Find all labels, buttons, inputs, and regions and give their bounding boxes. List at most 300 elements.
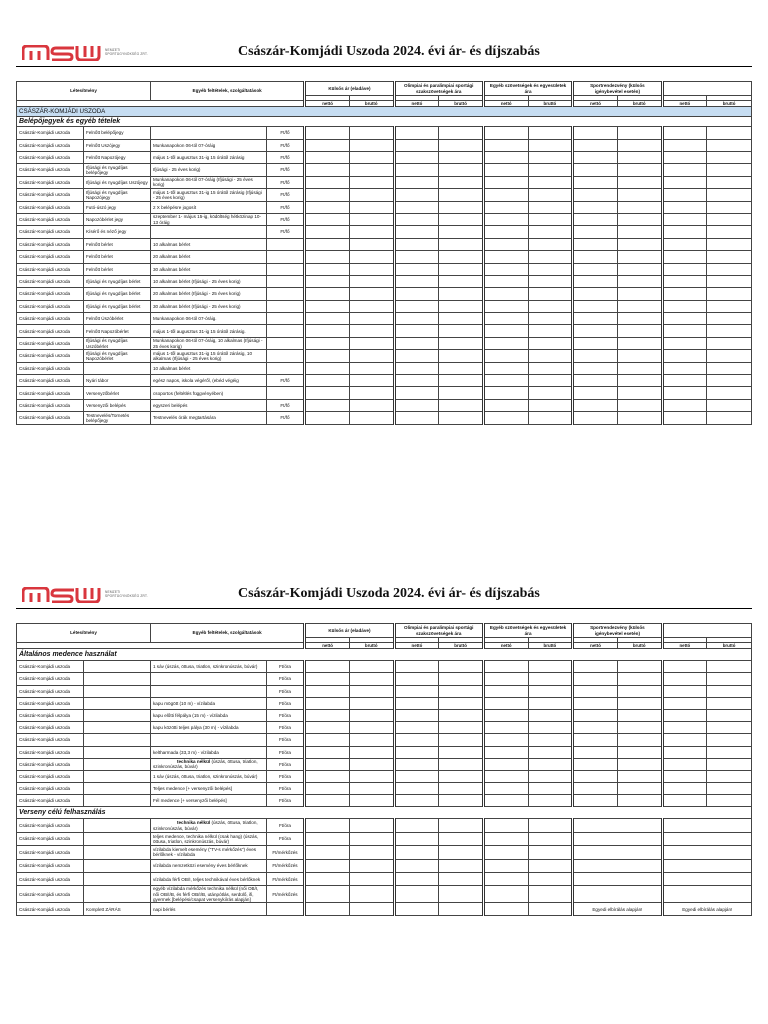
price-cell bbox=[349, 226, 394, 238]
cell-conditions: 2 X belépésre jogosít bbox=[150, 201, 266, 213]
price-cell bbox=[707, 758, 752, 770]
price-cell bbox=[707, 362, 752, 374]
cell-conditions: 30 alkalmas bérlet bbox=[150, 263, 266, 275]
conditions-text: (úszás, öttusa, triatlon, szinkronúszás, búvár) bbox=[152, 759, 258, 770]
price-cell bbox=[483, 903, 528, 916]
price-cell bbox=[528, 758, 573, 770]
cell-item bbox=[83, 886, 150, 903]
cell-unit bbox=[266, 903, 305, 916]
cell-item: Ifjúsági és nyugdíjas bérlet bbox=[83, 288, 150, 300]
price-cell bbox=[349, 832, 394, 845]
price-cell bbox=[707, 795, 752, 807]
col-conditions: Egyéb feltételek, szolgáltatások bbox=[150, 624, 304, 643]
price-cell bbox=[617, 734, 662, 746]
cell-conditions: napi bérlés bbox=[150, 903, 266, 916]
price-cell bbox=[662, 412, 707, 424]
price-cell bbox=[573, 886, 662, 903]
price-cell bbox=[528, 846, 573, 859]
cell-item: Napozóbérlet jegy bbox=[83, 213, 150, 225]
price-cell bbox=[707, 673, 752, 685]
price-cell bbox=[305, 238, 350, 250]
price-cell bbox=[305, 151, 350, 163]
table-row bbox=[17, 832, 752, 845]
cell-item: Nyári tábor bbox=[83, 375, 150, 387]
cell-item bbox=[83, 758, 150, 770]
cell-item: Ifjúsági és nyugdíjas Uszójegy bbox=[83, 176, 150, 188]
cell-facility: Császár-Komjádi uszoda bbox=[17, 795, 84, 807]
price-cell bbox=[439, 697, 484, 709]
table-row bbox=[17, 288, 752, 300]
price-cell bbox=[349, 819, 394, 832]
table-row bbox=[17, 846, 752, 859]
price-cell bbox=[483, 886, 528, 903]
price-cell bbox=[439, 362, 484, 374]
cell-item: Felnőtt Napozójegy bbox=[83, 151, 150, 163]
price-cell bbox=[439, 226, 484, 238]
price-cell bbox=[439, 213, 484, 225]
price-cell bbox=[394, 151, 439, 163]
cell-item: Felnőtt bérlet bbox=[83, 263, 150, 275]
price-cell bbox=[394, 873, 439, 886]
price-cell bbox=[662, 362, 707, 374]
cell-unit bbox=[266, 300, 305, 312]
cell-item: Ifjúsági és nyugdíjas Napozójegy bbox=[83, 189, 150, 201]
cell-facility: Császár-Komjádi uszoda bbox=[17, 127, 84, 139]
price-cell bbox=[305, 176, 350, 188]
price-cell bbox=[483, 350, 528, 362]
table-row bbox=[17, 350, 752, 362]
price-cell bbox=[528, 387, 573, 399]
price-cell bbox=[528, 251, 573, 263]
table-row bbox=[17, 275, 752, 287]
price-cell bbox=[528, 873, 573, 886]
cell-conditions: 10 alkalmas bérlet bbox=[150, 238, 266, 250]
table-row bbox=[17, 758, 752, 770]
price-cell bbox=[394, 859, 439, 872]
price-cell bbox=[662, 375, 707, 387]
msw-logo-icon bbox=[22, 45, 102, 61]
price-cell bbox=[617, 399, 662, 411]
price-cell bbox=[394, 412, 439, 424]
price-cell bbox=[305, 832, 350, 845]
col-group-other: Egyéb szövetségek és egyesületek ára bbox=[483, 624, 572, 638]
cell-conditions bbox=[150, 758, 266, 770]
price-cell bbox=[305, 226, 350, 238]
price-cell bbox=[349, 350, 394, 362]
price-cell bbox=[483, 201, 528, 213]
table-row bbox=[17, 251, 752, 263]
cell-conditions: egyéb vízilabda mérkőzés technika nélkül (női OB/I, női OB/I/B, és férfi OB/I/B, utánpótlás, serdülő, ifi, gyermek [belépési/csapat versenykiírás alapján] bbox=[150, 886, 266, 903]
price-cell bbox=[483, 313, 528, 325]
price-cell bbox=[617, 288, 662, 300]
cell-unit bbox=[266, 350, 305, 362]
cell-conditions: keltharmada (33,3 m) - vízilabda bbox=[150, 746, 266, 758]
price-cell bbox=[305, 783, 350, 795]
price-cell bbox=[349, 189, 394, 201]
price-cell bbox=[349, 375, 394, 387]
price-cell bbox=[483, 673, 528, 685]
table-row bbox=[17, 903, 752, 916]
price-cell bbox=[528, 770, 573, 782]
price-cell bbox=[439, 873, 484, 886]
price-cell bbox=[394, 201, 439, 213]
cell-conditions: 20 alkalmas bérlet (Ifjúsági - 25 éves korig) bbox=[150, 288, 266, 300]
cell-item: Ifjúsági és nyugdíjas bérlet bbox=[83, 300, 150, 312]
price-cell bbox=[394, 313, 439, 325]
price-cell bbox=[439, 746, 484, 758]
col-group-empty bbox=[662, 624, 751, 638]
price-cell bbox=[528, 238, 573, 250]
cell-item bbox=[83, 846, 150, 859]
sheet-header bbox=[16, 40, 752, 67]
price-cell bbox=[617, 189, 662, 201]
price-cell bbox=[707, 685, 752, 697]
price-cell bbox=[349, 139, 394, 151]
cell-unit bbox=[266, 251, 305, 263]
section-header: Verseny célú felhasználás bbox=[17, 807, 752, 819]
price-cell bbox=[349, 722, 394, 734]
price-cell bbox=[483, 362, 528, 374]
table-row bbox=[17, 313, 752, 325]
price-cell bbox=[573, 399, 618, 411]
table-row bbox=[17, 734, 752, 746]
price-cell bbox=[617, 201, 662, 213]
table-row bbox=[17, 300, 752, 312]
table-row bbox=[17, 164, 752, 176]
price-cell bbox=[528, 734, 573, 746]
price-cell bbox=[573, 337, 618, 349]
price-cell bbox=[349, 746, 394, 758]
price-cell bbox=[573, 697, 618, 709]
price-cell bbox=[305, 697, 350, 709]
cell-unit: Ft/óra bbox=[266, 746, 305, 758]
price-cell bbox=[617, 238, 662, 250]
price-cell bbox=[394, 783, 439, 795]
cell-facility: Császár-Komjádi uszoda bbox=[17, 263, 84, 275]
table-row bbox=[17, 795, 752, 807]
price-cell bbox=[662, 213, 707, 225]
price-cell bbox=[483, 387, 528, 399]
price-cell bbox=[662, 313, 707, 325]
price-cell bbox=[707, 722, 752, 734]
cell-unit bbox=[266, 288, 305, 300]
price-cell bbox=[662, 151, 707, 163]
price-cell bbox=[394, 288, 439, 300]
cell-facility: Császár-Komjádi uszoda bbox=[17, 746, 84, 758]
price-cell bbox=[439, 151, 484, 163]
price-cell bbox=[394, 685, 439, 697]
price-cell bbox=[662, 886, 751, 903]
price-cell bbox=[662, 399, 707, 411]
price-cell bbox=[573, 661, 618, 673]
price-cell bbox=[349, 770, 394, 782]
price-cell bbox=[439, 350, 484, 362]
price-cell bbox=[707, 313, 752, 325]
price-cell bbox=[483, 300, 528, 312]
price-cell bbox=[617, 795, 662, 807]
price-cell bbox=[483, 325, 528, 337]
cell-facility: Császár-Komjádi uszoda bbox=[17, 201, 84, 213]
price-cell bbox=[483, 770, 528, 782]
price-cell bbox=[662, 832, 751, 845]
cell-item bbox=[83, 362, 150, 374]
price-cell bbox=[439, 886, 484, 903]
cell-facility: Császár-Komjádi uszoda bbox=[17, 325, 84, 337]
price-cell bbox=[707, 770, 752, 782]
conditions-emphasis: technika nélkül bbox=[176, 759, 211, 765]
price-cell bbox=[305, 164, 350, 176]
cell-facility: Császár-Komjádi uszoda bbox=[17, 238, 84, 250]
price-cell bbox=[439, 375, 484, 387]
col-group-empty bbox=[662, 82, 751, 96]
msw-logo bbox=[22, 587, 148, 603]
price-cell bbox=[483, 795, 528, 807]
price-cell bbox=[483, 412, 528, 424]
cell-conditions: csoportos (feltétlés függvényében) bbox=[150, 387, 266, 399]
logo-subtitle: NEMZETI SPORTÜGYNÖKSÉG ZRT. bbox=[105, 48, 148, 56]
price-cell bbox=[573, 176, 618, 188]
price-cell bbox=[662, 673, 707, 685]
price-cell bbox=[617, 770, 662, 782]
price-cell bbox=[439, 734, 484, 746]
price-cell bbox=[394, 139, 439, 151]
price-cell bbox=[439, 903, 484, 916]
price-cell bbox=[394, 251, 439, 263]
table-2b-rows bbox=[17, 819, 752, 916]
col-group-olympic: Olimpiai és paralimpiai sportági szakszövetségek ára bbox=[394, 82, 483, 96]
price-cell bbox=[528, 709, 573, 721]
price-cell bbox=[617, 176, 662, 188]
price-cell bbox=[573, 213, 618, 225]
cell-item: Futó-úszó jegy bbox=[83, 201, 150, 213]
price-cell bbox=[305, 189, 350, 201]
price-cell bbox=[439, 337, 484, 349]
cell-conditions: Munkanapokon 06-tól 07-óráig, 10 alkalmas (Ifjúsági - 25 éves korig) bbox=[150, 337, 266, 349]
price-cell bbox=[305, 387, 350, 399]
cell-facility: Császár-Komjádi uszoda bbox=[17, 734, 84, 746]
table-row bbox=[17, 819, 752, 832]
price-cell bbox=[573, 313, 618, 325]
price-cell bbox=[573, 325, 618, 337]
price-cell bbox=[707, 375, 752, 387]
price-cell bbox=[305, 734, 350, 746]
price-cell bbox=[662, 746, 707, 758]
price-cell bbox=[394, 819, 439, 832]
price-cell: Egyedi elbírálás alapján! bbox=[573, 903, 662, 916]
table-row bbox=[17, 709, 752, 721]
subheader-row: nettó bruttó nettó bruttó nettó bruttó nettó bruttó nettó bruttó bbox=[17, 101, 752, 107]
cell-unit bbox=[266, 387, 305, 399]
table-row bbox=[17, 873, 752, 886]
cell-facility: Császár-Komjádi uszoda bbox=[17, 375, 84, 387]
price-cell bbox=[439, 189, 484, 201]
price-cell bbox=[439, 673, 484, 685]
price-cell bbox=[662, 300, 707, 312]
price-cell bbox=[528, 275, 573, 287]
cell-facility: Császár-Komjádi uszoda bbox=[17, 337, 84, 349]
price-cell bbox=[349, 238, 394, 250]
price-cell bbox=[573, 387, 618, 399]
price-cell bbox=[439, 313, 484, 325]
cell-item bbox=[83, 661, 150, 673]
price-cell bbox=[573, 238, 618, 250]
cell-conditions: 20 alkalmas bérlet bbox=[150, 251, 266, 263]
price-cell bbox=[305, 375, 350, 387]
cell-conditions: teljes medence, technika nélkül (csak hang) (úszás, öttusa, triatlon, szinkronúszás, búvár) bbox=[150, 832, 266, 845]
cell-unit: Ft/mérkőzés bbox=[266, 859, 305, 872]
cell-item bbox=[83, 685, 150, 697]
price-cell bbox=[573, 673, 618, 685]
price-cell bbox=[349, 758, 394, 770]
price-cell bbox=[305, 412, 350, 424]
price-cell bbox=[662, 697, 707, 709]
price-cell bbox=[528, 819, 573, 832]
price-cell bbox=[439, 387, 484, 399]
cell-item: Kísérő és néző jegy bbox=[83, 226, 150, 238]
price-cell bbox=[707, 288, 752, 300]
price-cell bbox=[707, 251, 752, 263]
price-cell bbox=[394, 350, 439, 362]
price-cell bbox=[662, 859, 751, 872]
price-cell bbox=[349, 846, 394, 859]
price-cell bbox=[528, 263, 573, 275]
price-cell bbox=[707, 734, 752, 746]
cell-conditions: egyszeri belépés bbox=[150, 399, 266, 411]
cell-unit: Ft/óra bbox=[266, 722, 305, 734]
price-cell bbox=[305, 661, 350, 673]
cell-item bbox=[83, 832, 150, 845]
cell-unit: Ft/óra bbox=[266, 697, 305, 709]
cell-item: Ifjúsági és nyugdíjas belépőjegy bbox=[83, 164, 150, 176]
price-cell bbox=[573, 201, 618, 213]
price-cell bbox=[662, 758, 707, 770]
price-cell bbox=[662, 325, 707, 337]
table-row bbox=[17, 201, 752, 213]
price-cell bbox=[439, 819, 484, 832]
price-cell bbox=[617, 350, 662, 362]
cell-conditions: 10 alkalmas bérlet (Ifjúsági - 25 éves korig) bbox=[150, 275, 266, 287]
price-cell bbox=[483, 375, 528, 387]
price-cell bbox=[617, 387, 662, 399]
price-cell bbox=[528, 350, 573, 362]
price-cell bbox=[483, 399, 528, 411]
cell-facility: Császár-Komjádi uszoda bbox=[17, 859, 84, 872]
price-cell bbox=[707, 164, 752, 176]
cell-conditions bbox=[150, 226, 266, 238]
cell-unit: Ft/mérkőzés bbox=[266, 886, 305, 903]
price-cell bbox=[662, 709, 707, 721]
cell-conditions: kapu mögött (10 m) - vízilabda bbox=[150, 697, 266, 709]
price-cell bbox=[617, 685, 662, 697]
table-row bbox=[17, 337, 752, 349]
price-cell bbox=[305, 362, 350, 374]
price-cell bbox=[439, 201, 484, 213]
price-cell bbox=[483, 164, 528, 176]
price-cell bbox=[662, 139, 707, 151]
price-cell bbox=[573, 350, 618, 362]
header-row bbox=[17, 82, 752, 96]
price-cell bbox=[305, 746, 350, 758]
price-cell bbox=[707, 746, 752, 758]
price-cell bbox=[483, 275, 528, 287]
price-cell bbox=[394, 164, 439, 176]
price-cell bbox=[394, 238, 439, 250]
col-group-olympic: Olimpiai és paralimpiai sportági szakszövetségek ára bbox=[394, 624, 483, 638]
price-cell bbox=[394, 734, 439, 746]
cell-facility: Császár-Komjádi uszoda bbox=[17, 709, 84, 721]
cell-conditions: május 1-től augusztus 31-ig 15 órától zárásig, 10 alkalmas (Ifjúsági - 25 éves korig) bbox=[150, 350, 266, 362]
cell-conditions: 1 sáv (úszás, öttusa, triatlon, szinkronúszás, búvár) bbox=[150, 661, 266, 673]
cell-unit: Ft/óra bbox=[266, 685, 305, 697]
cell-unit: Ft/fő bbox=[266, 139, 305, 151]
table-row bbox=[17, 127, 752, 139]
table-row bbox=[17, 139, 752, 151]
cell-unit: Ft/fő bbox=[266, 201, 305, 213]
table-2a-rows bbox=[17, 661, 752, 807]
price-cell bbox=[349, 127, 394, 139]
cell-unit: Ft/fő bbox=[266, 176, 305, 188]
cell-facility: Császár-Komjádi uszoda bbox=[17, 213, 84, 225]
price-cell bbox=[528, 139, 573, 151]
cell-conditions: kapu előtti félpálya (15 m) - vízilabda bbox=[150, 709, 266, 721]
cell-facility: Császár-Komjádi uszoda bbox=[17, 697, 84, 709]
price-cell bbox=[439, 300, 484, 312]
price-cell bbox=[349, 288, 394, 300]
price-cell bbox=[573, 275, 618, 287]
price-cell bbox=[662, 819, 751, 832]
price-cell bbox=[305, 313, 350, 325]
price-cell bbox=[305, 201, 350, 213]
price-cell bbox=[394, 387, 439, 399]
price-cell bbox=[662, 275, 707, 287]
price-cell bbox=[573, 127, 618, 139]
table-row bbox=[17, 151, 752, 163]
cell-unit: Ft/óra bbox=[266, 758, 305, 770]
price-cell bbox=[394, 176, 439, 188]
price-cell bbox=[439, 238, 484, 250]
price-cell bbox=[617, 661, 662, 673]
price-cell bbox=[707, 350, 752, 362]
section-header: CSÁSZÁR-KOMJÁDI USZODA bbox=[17, 107, 752, 117]
price-cell bbox=[573, 746, 618, 758]
price-cell bbox=[439, 709, 484, 721]
price-cell bbox=[573, 288, 618, 300]
price-cell bbox=[439, 859, 484, 872]
price-cell bbox=[528, 783, 573, 795]
price-cell bbox=[617, 697, 662, 709]
logo-subtitle: NEMZETI SPORTÜGYNÖKSÉG ZRT. bbox=[105, 590, 148, 598]
cell-facility: Császár-Komjádi uszoda bbox=[17, 275, 84, 287]
price-cell bbox=[483, 819, 528, 832]
cell-facility: Császár-Komjádi uszoda bbox=[17, 176, 84, 188]
table-row bbox=[17, 886, 752, 903]
price-cell bbox=[662, 226, 707, 238]
cell-facility: Császár-Komjádi uszoda bbox=[17, 722, 84, 734]
cell-item: Felnőtt bérlet bbox=[83, 238, 150, 250]
cell-item: Felnőtt Uszójegy bbox=[83, 139, 150, 151]
cell-conditions: május 1-től augusztus 31-ig 15 órától zárásig. bbox=[150, 325, 266, 337]
price-cell bbox=[528, 399, 573, 411]
cell-conditions: 10 alkalmas bérlet bbox=[150, 362, 266, 374]
cell-unit: Ft/mérkőzés bbox=[266, 873, 305, 886]
cell-conditions bbox=[150, 819, 266, 832]
cell-unit: Ft/mérkőzés bbox=[266, 846, 305, 859]
price-cell bbox=[617, 127, 662, 139]
table-row bbox=[17, 697, 752, 709]
price-cell bbox=[305, 139, 350, 151]
price-cell bbox=[394, 886, 439, 903]
cell-unit bbox=[266, 275, 305, 287]
